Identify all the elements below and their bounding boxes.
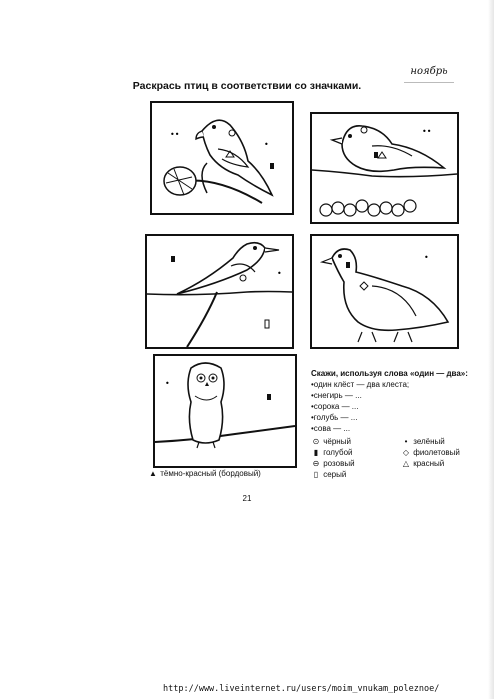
rectangle-filled-icon: ▮: [313, 448, 319, 457]
task-heading: Скажи, используя слова «один — два»:: [311, 369, 468, 378]
triangle-filled-icon: ▲: [149, 469, 157, 478]
dot-icon: •: [404, 437, 408, 446]
page-number: 21: [242, 494, 252, 503]
owl-picture: [153, 354, 297, 468]
legend-extra: [148, 468, 308, 479]
task-line: •один клёст — два клеста;: [311, 380, 410, 389]
task-line: •сова — ...: [311, 424, 351, 433]
svg-text:••: ••: [170, 130, 180, 139]
svg-text:•: •: [264, 140, 269, 149]
legend-item-pink: ⊖ розовый: [312, 459, 355, 468]
legend-item-grey: ▯ серый: [311, 469, 481, 480]
legend-item-violet: ◇ фиолетовый: [402, 448, 460, 457]
task-block: [311, 368, 481, 434]
svg-text:••: ••: [422, 127, 432, 136]
legend-item-dark-red: [148, 468, 308, 479]
page-edge: [488, 0, 494, 699]
svg-text:•: •: [424, 253, 429, 262]
task-line: •снегирь — ...: [311, 391, 362, 400]
task-line: •сорока — ...: [311, 402, 359, 411]
page-title: Раскрась птиц в соответствии со значками.: [132, 80, 362, 92]
legend-item-light-blue: ▮ голубой: [311, 447, 401, 458]
task-line: •голубь — ...: [311, 413, 358, 422]
pigeon-picture: [310, 234, 459, 349]
diamond-icon: ◇: [402, 448, 410, 457]
legend-label: тёмно-красный (бордовый): [160, 469, 261, 478]
bullfinch-picture: [310, 112, 459, 224]
legend-item-black: ⊙ чёрный: [312, 437, 351, 446]
svg-text:•: •: [165, 379, 170, 388]
month-label: ноябрь: [404, 62, 454, 83]
circle-dot-icon: ⊙: [312, 437, 320, 446]
triangle-icon: △: [402, 459, 410, 468]
circle-minus-icon: ⊖: [312, 459, 320, 468]
footer-url[interactable]: http://www.liveinternet.ru/users/moim_vnukam_poleznoe/: [163, 684, 440, 694]
legend-item-green: • зелёный: [401, 436, 445, 447]
rectangle-outline-icon: ▯: [313, 470, 319, 479]
svg-text:•: •: [277, 269, 282, 278]
crossbill-picture: [150, 101, 294, 215]
magpie-picture: [145, 234, 294, 349]
legend: [311, 436, 481, 480]
legend-item-red: △ красный: [402, 459, 445, 468]
